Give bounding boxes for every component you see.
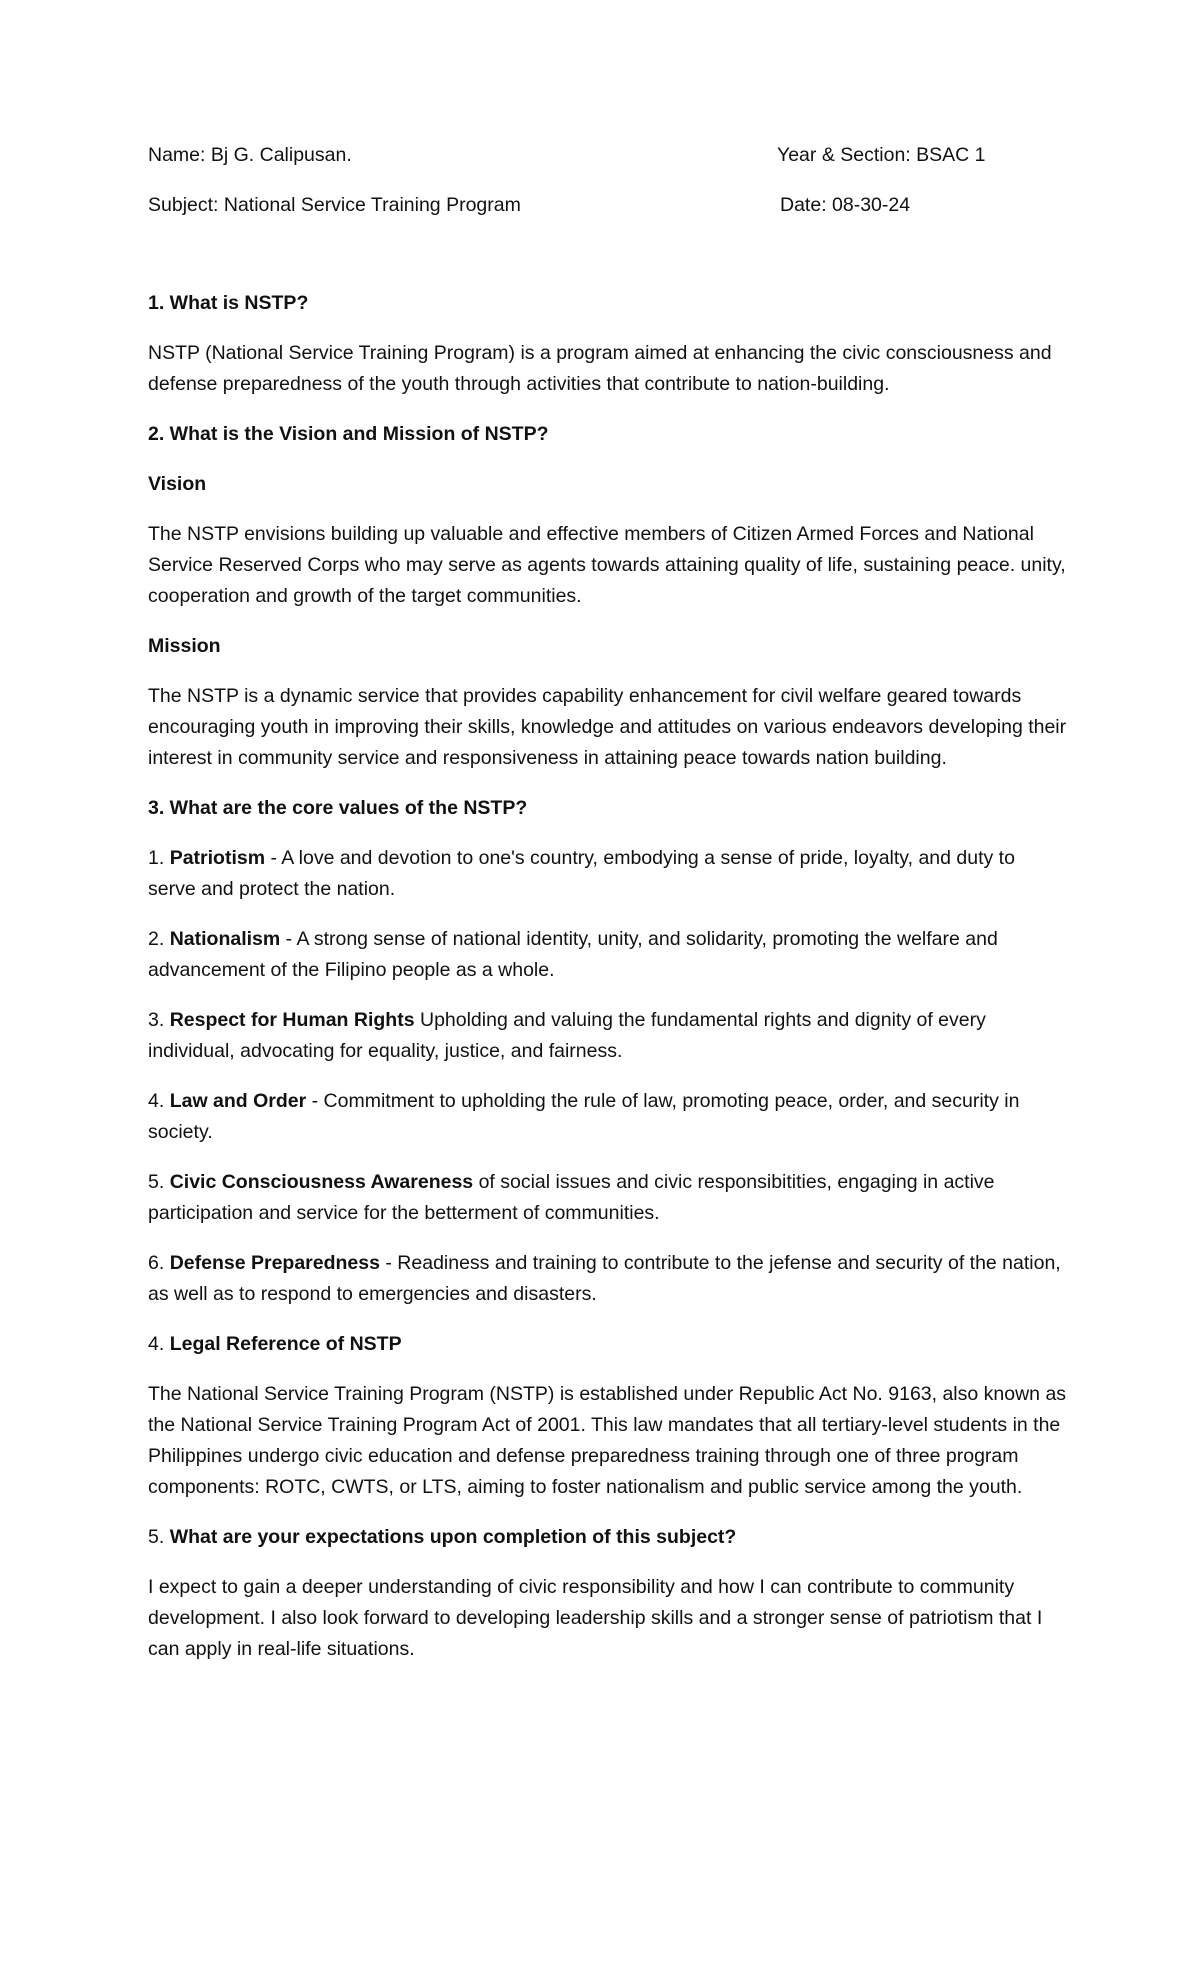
core-value-item	[148, 1086, 1068, 1148]
document-body	[148, 288, 1068, 1684]
answer-4: The National Service Training Program (NSTP) is established under Republic Act No. 9163, also known as the National Service Training Program Act of 2001. This law mandates that all tertiary-level students in the Philippines undergo civic education and defense preparedness training through one of three program components: ROTC, CWTS, or LTS, aiming to foster nationalism and public service among the youth.	[148, 1383, 1067, 1498]
question-3: 3. What are the core values of the NSTP?	[148, 797, 528, 819]
student-name: Name: Bj G. Calipusan.	[148, 144, 352, 166]
vision-text: The NSTP envisions building up valuable and effective members of Citizen Armed Forces and National Service Reserved Corps who may serve as agents towards attaining quality of life, sustaining peace. unity, cooperation and growth of the target communities.	[148, 523, 1066, 607]
core-value-term: Law and Order	[169, 1090, 307, 1112]
question-2: 2. What is the Vision and Mission of NSTP?	[148, 423, 549, 445]
core-value-number: 4.	[148, 1090, 170, 1112]
answer-5: I expect to gain a deeper understanding of civic responsibility and how I can contribute to community development. I also look forward to developing leadership skills and a stronger sense of patriotism that I can apply in real-life situations.	[148, 1576, 1043, 1660]
core-value-description: Upholding and valuing the fundamental rights and dignity of every individual, advocating for equality, justice, and fairness.	[148, 1009, 986, 1062]
core-value-term: Civic Consciousness Awareness	[169, 1171, 474, 1193]
core-value-term: Respect for Human Rights	[169, 1009, 415, 1031]
subject-line: Subject: National Service Training Program	[148, 194, 521, 216]
core-value-description: of social issues and civic responsibitities, engaging in active participation and service for the betterment of communities.	[148, 1171, 995, 1224]
core-value-number: 5.	[148, 1171, 170, 1193]
core-value-number: 1.	[148, 847, 170, 869]
question-4-text: Legal Reference of NSTP	[169, 1333, 402, 1355]
core-value-term: Patriotism	[169, 847, 266, 869]
question-4-number: 4.	[148, 1333, 170, 1355]
question-4	[148, 1329, 1068, 1360]
question-5	[148, 1522, 1068, 1553]
core-value-item	[148, 924, 1068, 986]
core-value-number: 2.	[148, 928, 170, 950]
core-value-description: - Readiness and training to contribute to the jefense and security of the nation, as well as to respond to emergencies and disasters.	[148, 1252, 1061, 1305]
core-value-description: - Commitment to upholding the rule of law, promoting peace, order, and security in society.	[148, 1090, 1020, 1143]
mission-text: The NSTP is a dynamic service that provides capability enhancement for civil welfare geared towards encouraging youth in improving their skills, knowledge and attitudes on various endeavors developing their interest in community service and responsiveness in attaining peace towards nation building.	[148, 685, 1067, 769]
question-1: 1. What is NSTP?	[148, 292, 309, 314]
core-value-description: - A strong sense of national identity, unity, and solidarity, promoting the welfare and advancement of the Filipino people as a whole.	[148, 928, 998, 981]
question-5-text: What are your expectations upon completion of this subject?	[169, 1526, 737, 1548]
answer-1: NSTP (National Service Training Program) is a program aimed at enhancing the civic consciousness and defense preparedness of the youth through activities that contribute to nation-building.	[148, 342, 1052, 395]
core-value-term: Defense Preparedness	[169, 1252, 380, 1274]
year-section: Year & Section: BSAC 1	[777, 144, 986, 166]
core-value-number: 6.	[148, 1252, 170, 1274]
core-value-item	[148, 1005, 1068, 1067]
mission-heading: Mission	[148, 635, 221, 657]
question-5-number: 5.	[148, 1526, 170, 1548]
core-value-term: Nationalism	[169, 928, 281, 950]
core-value-number: 3.	[148, 1009, 170, 1031]
core-value-item	[148, 843, 1068, 905]
vision-heading: Vision	[148, 473, 207, 495]
core-value-item	[148, 1167, 1068, 1229]
core-value-item	[148, 1248, 1068, 1310]
date-line: Date: 08-30-24	[780, 194, 911, 216]
core-value-description: - A love and devotion to one's country, embodying a sense of pride, loyalty, and duty to serve and protect the nation.	[148, 847, 1015, 900]
